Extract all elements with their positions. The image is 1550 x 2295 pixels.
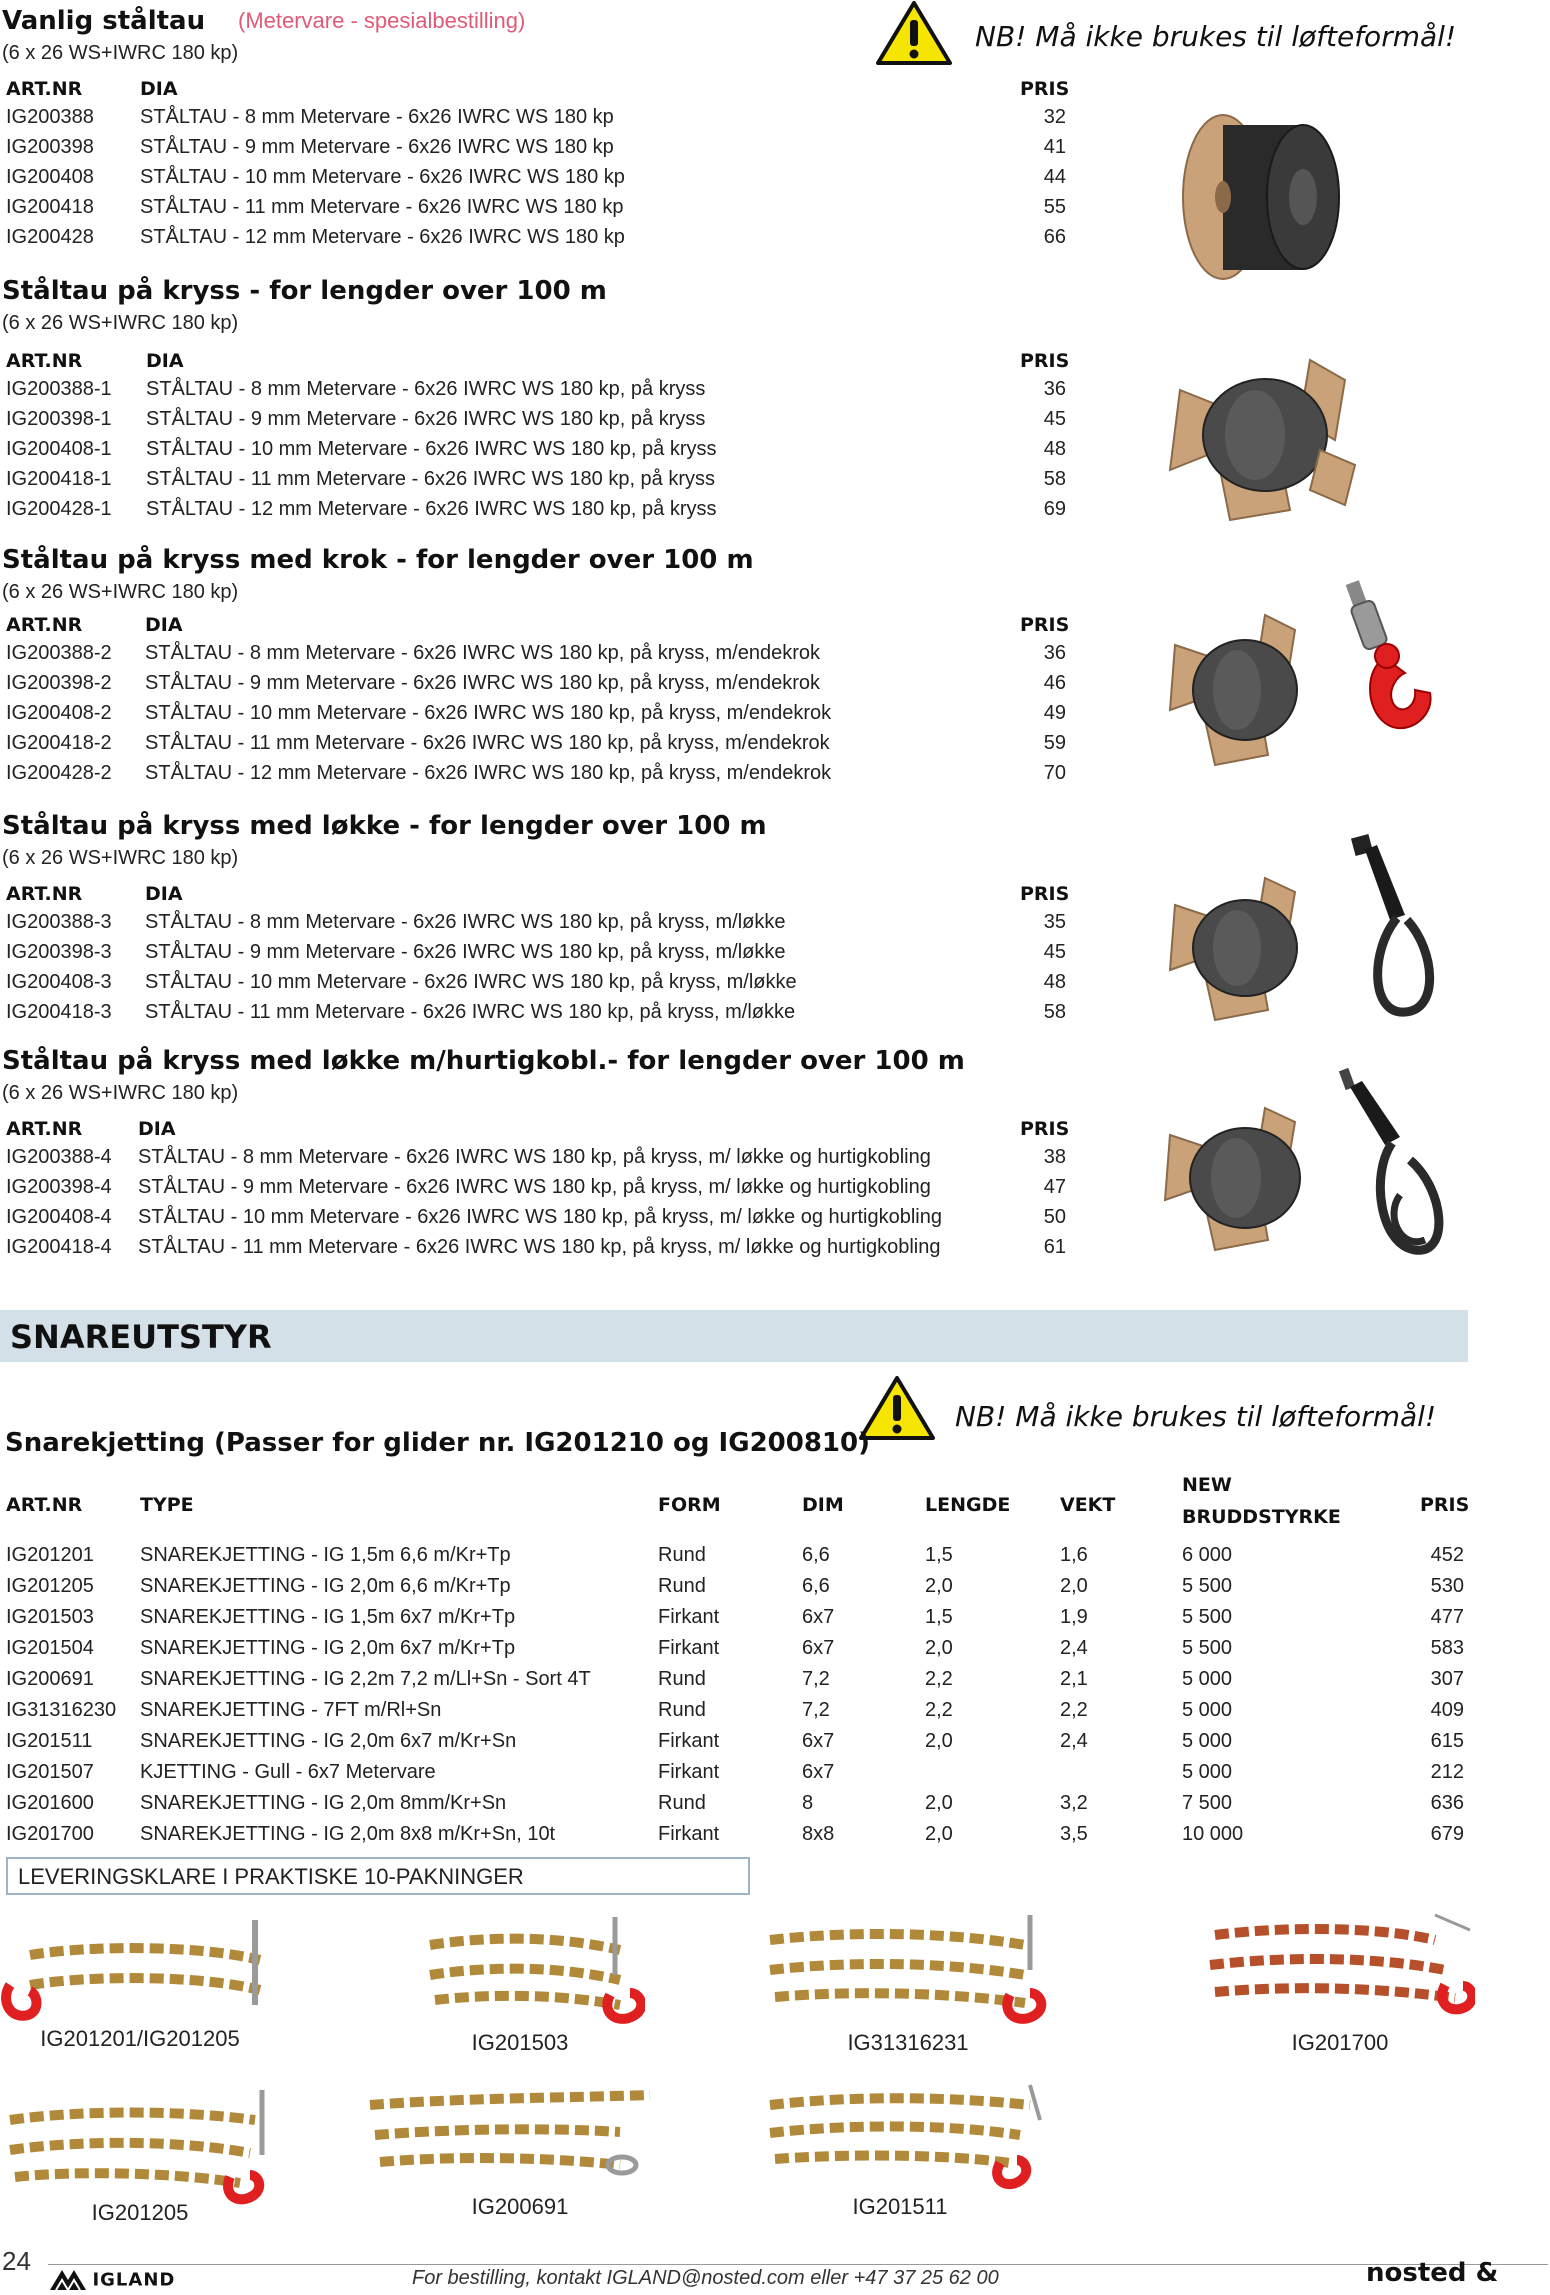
- cell-vekt: 1,6: [1060, 1544, 1088, 1566]
- art-nr: IG200398: [6, 136, 94, 158]
- price: 38: [1043, 1146, 1066, 1168]
- delivery-notice: LEVERINGSKLARE I PRAKTISKE 10-PAKNINGER: [6, 1857, 750, 1895]
- chain-image: [0, 2085, 275, 2205]
- price: 47: [1043, 1176, 1066, 1198]
- col-price: PRIS: [1420, 1494, 1470, 1516]
- cell-type: SNAREKJETTING - IG 2,0m 6x7 m/Kr+Tp: [140, 1637, 516, 1659]
- table-row: [0, 106, 1080, 136]
- cell-art: IG201205: [6, 1575, 94, 1597]
- cell-type: SNAREKJETTING - IG 1,5m 6x7 m/Kr+Tp: [140, 1606, 516, 1628]
- cell-price: 530: [1430, 1575, 1464, 1597]
- cell-dim: 6x7: [802, 1761, 835, 1783]
- chain-image: [415, 1915, 645, 2025]
- cell-price: 615: [1430, 1730, 1464, 1752]
- col-vekt: VEKT: [1060, 1494, 1116, 1516]
- description: STÅLTAU - 9 mm Metervare - 6x26 IWRC WS 180 kp, på kryss: [146, 408, 706, 430]
- art-nr: IG200428-1: [6, 498, 112, 520]
- nosted-logo: nosted &: [1366, 2258, 1499, 2288]
- col-price: PRIS: [1020, 1118, 1070, 1140]
- price: 48: [1043, 438, 1066, 460]
- table-header: [0, 1118, 1080, 1142]
- cell-type: SNAREKJETTING - IG 2,2m 7,2 m/Ll+Sn - Sort 4T: [140, 1668, 591, 1690]
- description: STÅLTAU - 12 mm Metervare - 6x26 IWRC WS 180 kp: [140, 226, 625, 248]
- cross-spool-image: [1160, 1100, 1320, 1260]
- price: 45: [1043, 941, 1066, 963]
- cell-lengde: 2,0: [925, 1730, 953, 1752]
- table-header: [0, 350, 1080, 374]
- cell-form: Rund: [658, 1668, 706, 1690]
- table-row: [0, 1206, 1080, 1236]
- table-header: [0, 614, 1080, 638]
- description: STÅLTAU - 10 mm Metervare - 6x26 IWRC WS 180 kp, på kryss, m/endekrok: [145, 702, 832, 724]
- table-row: [0, 702, 1080, 732]
- col-price: PRIS: [1020, 78, 1070, 100]
- col-artnr: ART.NR: [6, 1118, 83, 1140]
- igland-logo-mark-icon: [48, 2268, 88, 2292]
- table-row: [0, 911, 1080, 941]
- table-row: [0, 1001, 1080, 1031]
- section-subtitle: (6 x 26 WS+IWRC 180 kp): [2, 847, 239, 869]
- chain-image: [360, 2080, 655, 2195]
- description: STÅLTAU - 10 mm Metervare - 6x26 IWRC WS 180 kp, på kryss, m/løkke: [145, 971, 797, 993]
- table-row: [0, 1575, 1468, 1605]
- description: STÅLTAU - 9 mm Metervare - 6x26 IWRC WS 180 kp, på kryss, m/løkke: [145, 941, 786, 963]
- cell-art: IG201700: [6, 1823, 94, 1845]
- cell-price: 636: [1430, 1792, 1464, 1814]
- price: 48: [1043, 971, 1066, 993]
- description: STÅLTAU - 11 mm Metervare - 6x26 IWRC WS 180 kp, på kryss, m/ løkke og hurtigkobling: [138, 1236, 941, 1258]
- cell-dim: 8: [802, 1792, 814, 1814]
- cable-reel-image: [1175, 105, 1355, 285]
- cell-art: IG201201: [6, 1544, 94, 1566]
- table-row: [0, 1544, 1468, 1574]
- price: 70: [1043, 762, 1066, 784]
- cell-price: 477: [1430, 1606, 1464, 1628]
- section-title: Ståltau på kryss - for lengder over 100 m: [2, 276, 607, 306]
- cell-lengde: 2,2: [925, 1668, 953, 1690]
- art-nr: IG200398-4: [6, 1176, 112, 1198]
- description: STÅLTAU - 11 mm Metervare - 6x26 IWRC WS 180 kp, på kryss: [146, 468, 716, 490]
- caption: IG201205: [91, 2200, 189, 2225]
- cable-loop-image: [1345, 830, 1455, 1020]
- cell-art: IG201600: [6, 1792, 94, 1814]
- cell-form: Firkant: [658, 1761, 720, 1783]
- cell-vekt: 3,2: [1060, 1792, 1088, 1814]
- cell-price: 452: [1430, 1544, 1464, 1566]
- table-row: [0, 732, 1080, 762]
- art-nr: IG200408-4: [6, 1206, 112, 1228]
- description: STÅLTAU - 10 mm Metervare - 6x26 IWRC WS 180 kp, på kryss, m/ løkke og hurtigkobling: [138, 1206, 942, 1228]
- art-nr: IG200428-2: [6, 762, 112, 784]
- cell-form: Rund: [658, 1575, 706, 1597]
- col-dia: DIA: [145, 883, 183, 905]
- cell-art: IG201503: [6, 1606, 94, 1628]
- cell-lengde: 2,0: [925, 1575, 953, 1597]
- art-nr: IG200418-3: [6, 1001, 112, 1023]
- description: STÅLTAU - 11 mm Metervare - 6x26 IWRC WS 180 kp, på kryss, m/løkke: [145, 1001, 796, 1023]
- art-nr: IG200398-3: [6, 941, 112, 963]
- cell-dim: 6,6: [802, 1575, 830, 1597]
- art-nr: IG200388-2: [6, 642, 112, 664]
- col-price: PRIS: [1020, 350, 1070, 372]
- col-type: TYPE: [140, 1494, 194, 1516]
- art-nr: IG200428: [6, 226, 94, 248]
- caption: IG201503: [471, 2030, 569, 2055]
- cell-brudd: 5 000: [1182, 1730, 1233, 1752]
- price: 44: [1043, 166, 1066, 188]
- section-title: Ståltau på kryss med krok - for lengder over 100 m: [2, 545, 754, 575]
- warning-icon: [875, 0, 953, 66]
- cell-vekt: 2,2: [1060, 1699, 1088, 1721]
- igland-logo: [48, 2268, 175, 2292]
- cell-dim: 8x8: [802, 1823, 835, 1845]
- col-dia: DIA: [138, 1118, 176, 1140]
- table-row: [0, 971, 1080, 1001]
- art-nr: IG200418: [6, 196, 94, 218]
- description: STÅLTAU - 9 mm Metervare - 6x26 IWRC WS 180 kp, på kryss, m/ løkke og hurtigkobling: [138, 1176, 931, 1198]
- section-note: (Metervare - spesialbestilling): [238, 8, 526, 33]
- cell-art: IG201504: [6, 1637, 94, 1659]
- description: STÅLTAU - 12 mm Metervare - 6x26 IWRC WS 180 kp, på kryss: [146, 498, 717, 520]
- art-nr: IG200398-1: [6, 408, 112, 430]
- price: 49: [1043, 702, 1066, 724]
- art-nr: IG200408: [6, 166, 94, 188]
- price: 45: [1043, 408, 1066, 430]
- section-subtitle: (6 x 26 WS+IWRC 180 kp): [2, 581, 239, 603]
- cell-form: Firkant: [658, 1637, 720, 1659]
- cell-brudd: 5 500: [1182, 1606, 1233, 1628]
- art-nr: IG200418-2: [6, 732, 112, 754]
- cell-lengde: 1,5: [925, 1544, 953, 1566]
- table-row: [0, 1668, 1468, 1698]
- col-dim: DIM: [802, 1494, 844, 1516]
- chain-image: [755, 1915, 1055, 2030]
- table-row: [0, 226, 1080, 256]
- table-row: [0, 1761, 1468, 1791]
- cell-form: Rund: [658, 1792, 706, 1814]
- cell-type: KJETTING - Gull - 6x7 Metervare: [140, 1761, 436, 1783]
- description: STÅLTAU - 8 mm Metervare - 6x26 IWRC WS 180 kp, på kryss, m/ løkke og hurtigkobling: [138, 1146, 931, 1168]
- cell-vekt: 2,4: [1060, 1730, 1088, 1752]
- price: 59: [1043, 732, 1066, 754]
- nb-warning-text: NB! Må ikke brukes til løfteformål!: [975, 20, 1457, 53]
- table-row: [0, 136, 1080, 166]
- caption: IG200691: [471, 2194, 569, 2219]
- art-nr: IG200388-1: [6, 378, 112, 400]
- cell-brudd: 5 500: [1182, 1575, 1233, 1597]
- cell-vekt: 3,5: [1060, 1823, 1088, 1845]
- cell-dim: 6,6: [802, 1544, 830, 1566]
- cell-form: Rund: [658, 1544, 706, 1566]
- cell-brudd: 6 000: [1182, 1544, 1233, 1566]
- table-row: [0, 1146, 1080, 1176]
- table-header: [0, 883, 1080, 907]
- cell-lengde: 2,2: [925, 1699, 953, 1721]
- description: STÅLTAU - 9 mm Metervare - 6x26 IWRC WS 180 kp: [140, 136, 614, 158]
- col-artnr: ART.NR: [6, 350, 83, 372]
- cell-art: IG31316230: [6, 1699, 117, 1721]
- description: STÅLTAU - 10 mm Metervare - 6x26 IWRC WS 180 kp, på kryss: [146, 438, 717, 460]
- section-banner: [0, 1310, 1468, 1362]
- caption: IG201201/IG201205: [40, 2026, 240, 2051]
- price: 69: [1043, 498, 1066, 520]
- price: 50: [1043, 1206, 1066, 1228]
- col-form: FORM: [658, 1494, 721, 1516]
- cell-type: SNAREKJETTING - IG 2,0m 6x7 m/Kr+Sn: [140, 1730, 517, 1752]
- table-row: [0, 1637, 1468, 1667]
- table-row: [0, 498, 1080, 528]
- section-title: Ståltau på kryss med løkke m/hurtigkobl.- for lengder over 100 m: [2, 1046, 965, 1076]
- cell-price: 212: [1430, 1761, 1464, 1783]
- cell-art: IG200691: [6, 1668, 94, 1690]
- art-nr: IG200418-1: [6, 468, 112, 490]
- chain-image: [0, 1915, 290, 2030]
- chain-image: [755, 2075, 1055, 2190]
- table-row: [0, 468, 1080, 498]
- col-artnr: ART.NR: [6, 78, 83, 100]
- chain-image: [1195, 1910, 1475, 2020]
- col-price: PRIS: [1020, 883, 1070, 905]
- col-brudd-line1: NEW: [1182, 1474, 1232, 1496]
- footer-rule: [48, 2264, 1548, 2265]
- art-nr: IG200388: [6, 106, 94, 128]
- caption: IG31316231: [847, 2030, 969, 2055]
- table-row: [0, 762, 1080, 792]
- snare-title: Snarekjetting (Passer for glider nr. IG201210 og IG200810): [5, 1428, 870, 1458]
- price: 66: [1043, 226, 1066, 248]
- section-subtitle: (6 x 26 WS+IWRC 180 kp): [2, 42, 239, 64]
- col-price: PRIS: [1020, 614, 1070, 636]
- cell-dim: 6x7: [802, 1730, 835, 1752]
- cell-brudd: 10 000: [1182, 1823, 1244, 1845]
- cell-art: IG201511: [6, 1730, 93, 1752]
- description: STÅLTAU - 8 mm Metervare - 6x26 IWRC WS 180 kp, på kryss, m/endekrok: [145, 642, 820, 664]
- cell-type: SNAREKJETTING - IG 1,5m 6,6 m/Kr+Tp: [140, 1544, 511, 1566]
- cell-vekt: 2,0: [1060, 1575, 1088, 1597]
- table-row: [0, 196, 1080, 226]
- table-row: [0, 1699, 1468, 1729]
- table-row: [0, 1823, 1468, 1853]
- price: 55: [1043, 196, 1066, 218]
- cell-price: 307: [1430, 1668, 1464, 1690]
- cell-vekt: 2,1: [1060, 1668, 1088, 1690]
- table-row: [0, 1792, 1468, 1822]
- cell-type: SNAREKJETTING - 7FT m/Rl+Sn: [140, 1699, 442, 1721]
- cell-price: 409: [1430, 1699, 1464, 1721]
- cell-dim: 7,2: [802, 1699, 830, 1721]
- price: 32: [1043, 106, 1066, 128]
- page-number: 24: [2, 2246, 31, 2276]
- cell-price: 679: [1430, 1823, 1464, 1845]
- table-row: [0, 1730, 1468, 1760]
- caption: IG201511: [852, 2194, 948, 2219]
- cell-type: SNAREKJETTING - IG 2,0m 6,6 m/Kr+Tp: [140, 1575, 511, 1597]
- price: 58: [1043, 468, 1066, 490]
- section-subtitle: (6 x 26 WS+IWRC 180 kp): [2, 1082, 239, 1104]
- description: STÅLTAU - 8 mm Metervare - 6x26 IWRC WS 180 kp, på kryss: [146, 378, 706, 400]
- col-dia: DIA: [145, 614, 183, 636]
- cell-form: Rund: [658, 1699, 706, 1721]
- cell-lengde: 2,0: [925, 1823, 953, 1845]
- cable-loop-quick-coupling-image: [1330, 1065, 1460, 1265]
- cell-brudd: 7 500: [1182, 1792, 1233, 1814]
- cell-brudd: 5 000: [1182, 1699, 1233, 1721]
- cell-vekt: 1,9: [1060, 1606, 1088, 1628]
- col-artnr: ART.NR: [6, 1494, 83, 1516]
- caption: IG201700: [1291, 2030, 1389, 2055]
- cross-spool-image: [1160, 350, 1360, 525]
- cell-price: 583: [1430, 1637, 1464, 1659]
- table-row: [0, 1236, 1080, 1266]
- cell-brudd: 5 000: [1182, 1761, 1233, 1783]
- cross-spool-image: [1165, 870, 1315, 1030]
- cell-dim: 7,2: [802, 1668, 830, 1690]
- col-dia: DIA: [146, 350, 184, 372]
- table-row: [0, 941, 1080, 971]
- col-brudd-line2: BRUDDSTYRKE: [1182, 1506, 1341, 1528]
- cross-spool-image: [1165, 605, 1315, 780]
- cell-dim: 6x7: [802, 1606, 835, 1628]
- section-title: Vanlig ståltau: [2, 6, 206, 36]
- description: STÅLTAU - 12 mm Metervare - 6x26 IWRC WS 180 kp, på kryss, m/endekrok: [145, 762, 832, 784]
- cell-art: IG201507: [6, 1761, 94, 1783]
- table-header: [0, 1470, 1468, 1530]
- nb-warning-text: NB! Må ikke brukes til løfteformål!: [955, 1400, 1437, 1433]
- art-nr: IG200408-3: [6, 971, 112, 993]
- art-nr: IG200418-4: [6, 1236, 112, 1258]
- igland-logo-text: IGLAND: [92, 2269, 176, 2291]
- table-row: [0, 672, 1080, 702]
- description: STÅLTAU - 11 mm Metervare - 6x26 IWRC WS 180 kp, på kryss, m/endekrok: [145, 732, 830, 754]
- banner-title: SNAREUTSTYR: [10, 1318, 272, 1356]
- price: 35: [1043, 911, 1066, 933]
- price: 46: [1043, 672, 1066, 694]
- table-row: [0, 1606, 1468, 1636]
- footer-contact: For bestilling, kontakt IGLAND@nosted.com eller +47 37 25 62 00: [412, 2267, 999, 2289]
- art-nr: IG200388-3: [6, 911, 112, 933]
- cell-brudd: 5 500: [1182, 1637, 1233, 1659]
- table-row: [0, 642, 1080, 672]
- table-row: [0, 408, 1080, 438]
- price: 58: [1043, 1001, 1066, 1023]
- art-nr: IG200408-1: [6, 438, 112, 460]
- description: STÅLTAU - 8 mm Metervare - 6x26 IWRC WS 180 kp, på kryss, m/løkke: [145, 911, 786, 933]
- cell-type: SNAREKJETTING - IG 2,0m 8mm/Kr+Sn: [140, 1792, 507, 1814]
- art-nr: IG200398-2: [6, 672, 112, 694]
- art-nr: IG200408-2: [6, 702, 112, 724]
- cell-lengde: 2,0: [925, 1792, 953, 1814]
- description: STÅLTAU - 10 mm Metervare - 6x26 IWRC WS 180 kp: [140, 166, 625, 188]
- table-row: [0, 378, 1080, 408]
- cell-form: Firkant: [658, 1606, 720, 1628]
- table-row: [0, 438, 1080, 468]
- col-artnr: ART.NR: [6, 883, 83, 905]
- cell-brudd: 5 000: [1182, 1668, 1233, 1690]
- art-nr: IG200388-4: [6, 1146, 112, 1168]
- col-artnr: ART.NR: [6, 614, 83, 636]
- table-row: [0, 166, 1080, 196]
- section-subtitle: (6 x 26 WS+IWRC 180 kp): [2, 312, 239, 334]
- cell-lengde: 2,0: [925, 1637, 953, 1659]
- description: STÅLTAU - 9 mm Metervare - 6x26 IWRC WS 180 kp, på kryss, m/endekrok: [145, 672, 820, 694]
- cell-lengde: 1,5: [925, 1606, 953, 1628]
- table-row: [0, 1176, 1080, 1206]
- price: 36: [1043, 642, 1066, 664]
- table-header: [0, 78, 1080, 102]
- cell-vekt: 2,4: [1060, 1637, 1088, 1659]
- price: 61: [1043, 1236, 1066, 1258]
- cell-form: Firkant: [658, 1823, 720, 1845]
- cell-type: SNAREKJETTING - IG 2,0m 8x8 m/Kr+Sn, 10t: [140, 1823, 556, 1845]
- price: 41: [1043, 136, 1066, 158]
- col-lengde: LENGDE: [925, 1494, 1011, 1516]
- description: STÅLTAU - 8 mm Metervare - 6x26 IWRC WS 180 kp: [140, 106, 614, 128]
- end-hook-image: [1335, 578, 1445, 758]
- cell-form: Firkant: [658, 1730, 720, 1752]
- cell-dim: 6x7: [802, 1637, 835, 1659]
- col-dia: DIA: [140, 78, 178, 100]
- price: 36: [1043, 378, 1066, 400]
- section-title: Ståltau på kryss med løkke - for lengder over 100 m: [2, 811, 767, 841]
- description: STÅLTAU - 11 mm Metervare - 6x26 IWRC WS 180 kp: [140, 196, 624, 218]
